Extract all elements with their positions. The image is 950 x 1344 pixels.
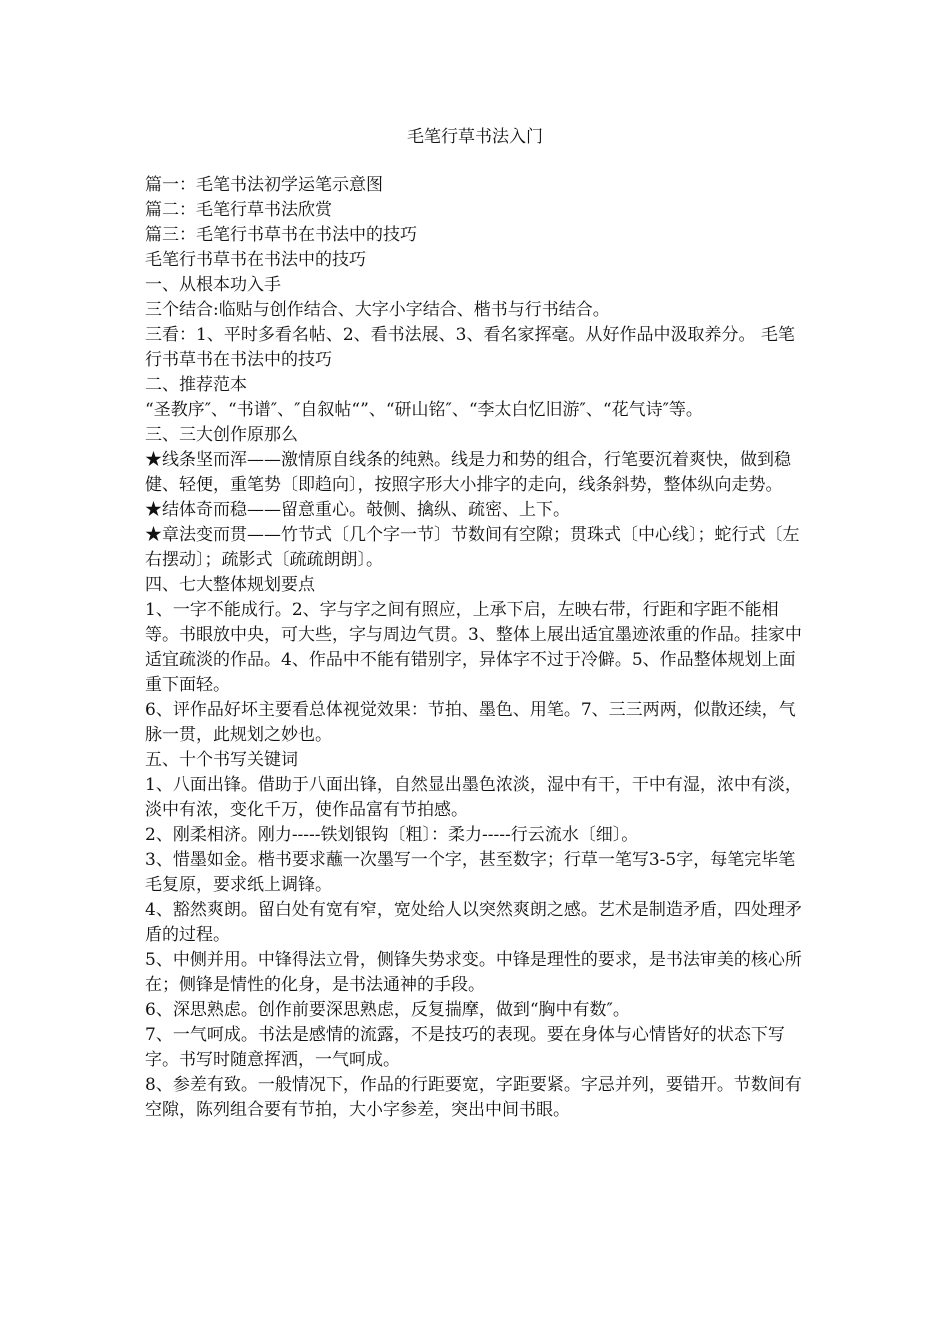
paragraph: 6、深思熟虑。创作前要深思熟虑，反复揣摩，做到“胸中有数″。: [145, 1000, 630, 1020]
paragraph: 三个结合:临贴与创作结合、大字小字结合、楷书与行书结合。: [145, 300, 610, 320]
paragraph: ★结体奇而稳——留意重心。攲侧、擒纵、疏密、上下。: [145, 500, 570, 520]
paragraph: 8、参差有致。一般情况下，作品的行距要宽，字距要紧。字忌并列，要错开。节数间有空隙，陈列组合要有节拍，大小字参差，突出中间书眼。: [145, 1075, 802, 1120]
paragraph: 篇三：毛笔行书草书在书法中的技巧: [145, 225, 417, 245]
paragraph: ★章法变而贯——竹节式〔几个字一节〕节数间有空隙；贯珠式〔中心线〕；蛇行式〔左右摆动〕；疏影式〔疏疏朗朗〕。: [145, 525, 800, 570]
paragraph: 1、一字不能成行。2、字与字之间有照应，上承下启，左映右带，行距和字距不能相等。书眼放中央，可大些，字与周边气贯。3、整体上展出适宜墨迹浓重的作品。挂家中适宜疏淡的作品。4、作品中不能有错别字，异体字不过于冷僻。5、作品整体规划上面重下面轻。: [145, 600, 802, 695]
paragraph: 1、八面出锋。借助于八面出锋，自然显出墨色浓淡，湿中有干，干中有湿，浓中有淡，淡中有浓，变化千万，使作品富有节拍感。: [145, 775, 802, 820]
section-heading: 四、七大整体规划要点: [145, 575, 315, 595]
paragraph: 篇二：毛笔行草书法欣赏: [145, 200, 332, 220]
section-heading: 二、推荐范本: [145, 375, 247, 395]
document-body: [145, 173, 807, 1123]
paragraph: 4、豁然爽朗。留白处有宽有窄，宽处给人以突然爽朗之感。艺术是制造矛盾，四处理矛盾的过程。: [145, 900, 802, 945]
paragraph: “圣教序″、“书谱″、″自叙帖“”、“研山铭″、“李太白忆旧游″、“花气诗″等。: [145, 400, 703, 420]
section-heading: 三、三大创作原那么: [145, 425, 298, 445]
paragraph: 6、评作品好坏主要看总体视觉效果：节拍、墨色、用笔。7、三三两两，似散还续，气脉一贯，此规划之妙也。: [145, 700, 796, 745]
paragraph: 5、中侧并用。中锋得法立骨，侧锋失势求变。中锋是理性的要求，是书法审美的核心所在；侧锋是情性的化身，是书法通神的手段。: [145, 950, 802, 995]
paragraph: 毛笔行书草书在书法中的技巧: [145, 250, 366, 270]
paragraph: 2、刚柔相济。刚力-----铁划银钩〔粗〕：柔力-----行云流水〔细〕。: [145, 825, 639, 845]
paragraph: 三看：1、平时多看名帖、2、看书法展、3、看名家挥毫。从好作品中汲取养分。 毛笔行书草书在书法中的技巧: [145, 325, 795, 370]
section-heading: 五、十个书写关键词: [145, 750, 298, 770]
document-title: 毛笔行草书法入门: [407, 127, 543, 147]
section-heading: 一、从根本功入手: [145, 275, 281, 295]
paragraph: 3、惜墨如金。楷书要求蘸一次墨写一个字，甚至数字；行草一笔写3-5字，每笔完毕笔毛复原，要求纸上调锋。: [145, 850, 796, 895]
paragraph: ★线条坚而浑——激情原自线条的纯熟。线是力和势的组合，行笔要沉着爽快，做到稳健、轻便，重笔势〔即趋向〕，按照字形大小排字的走向，线条斜势，整体纵向走势。: [145, 450, 791, 495]
paragraph: 7、一气呵成。书法是感情的流露，不是技巧的表现。要在身体与心情皆好的状态下写字。书写时随意挥洒，一气呵成。: [145, 1025, 785, 1070]
paragraph: 篇一：毛笔书法初学运笔示意图: [145, 175, 383, 195]
